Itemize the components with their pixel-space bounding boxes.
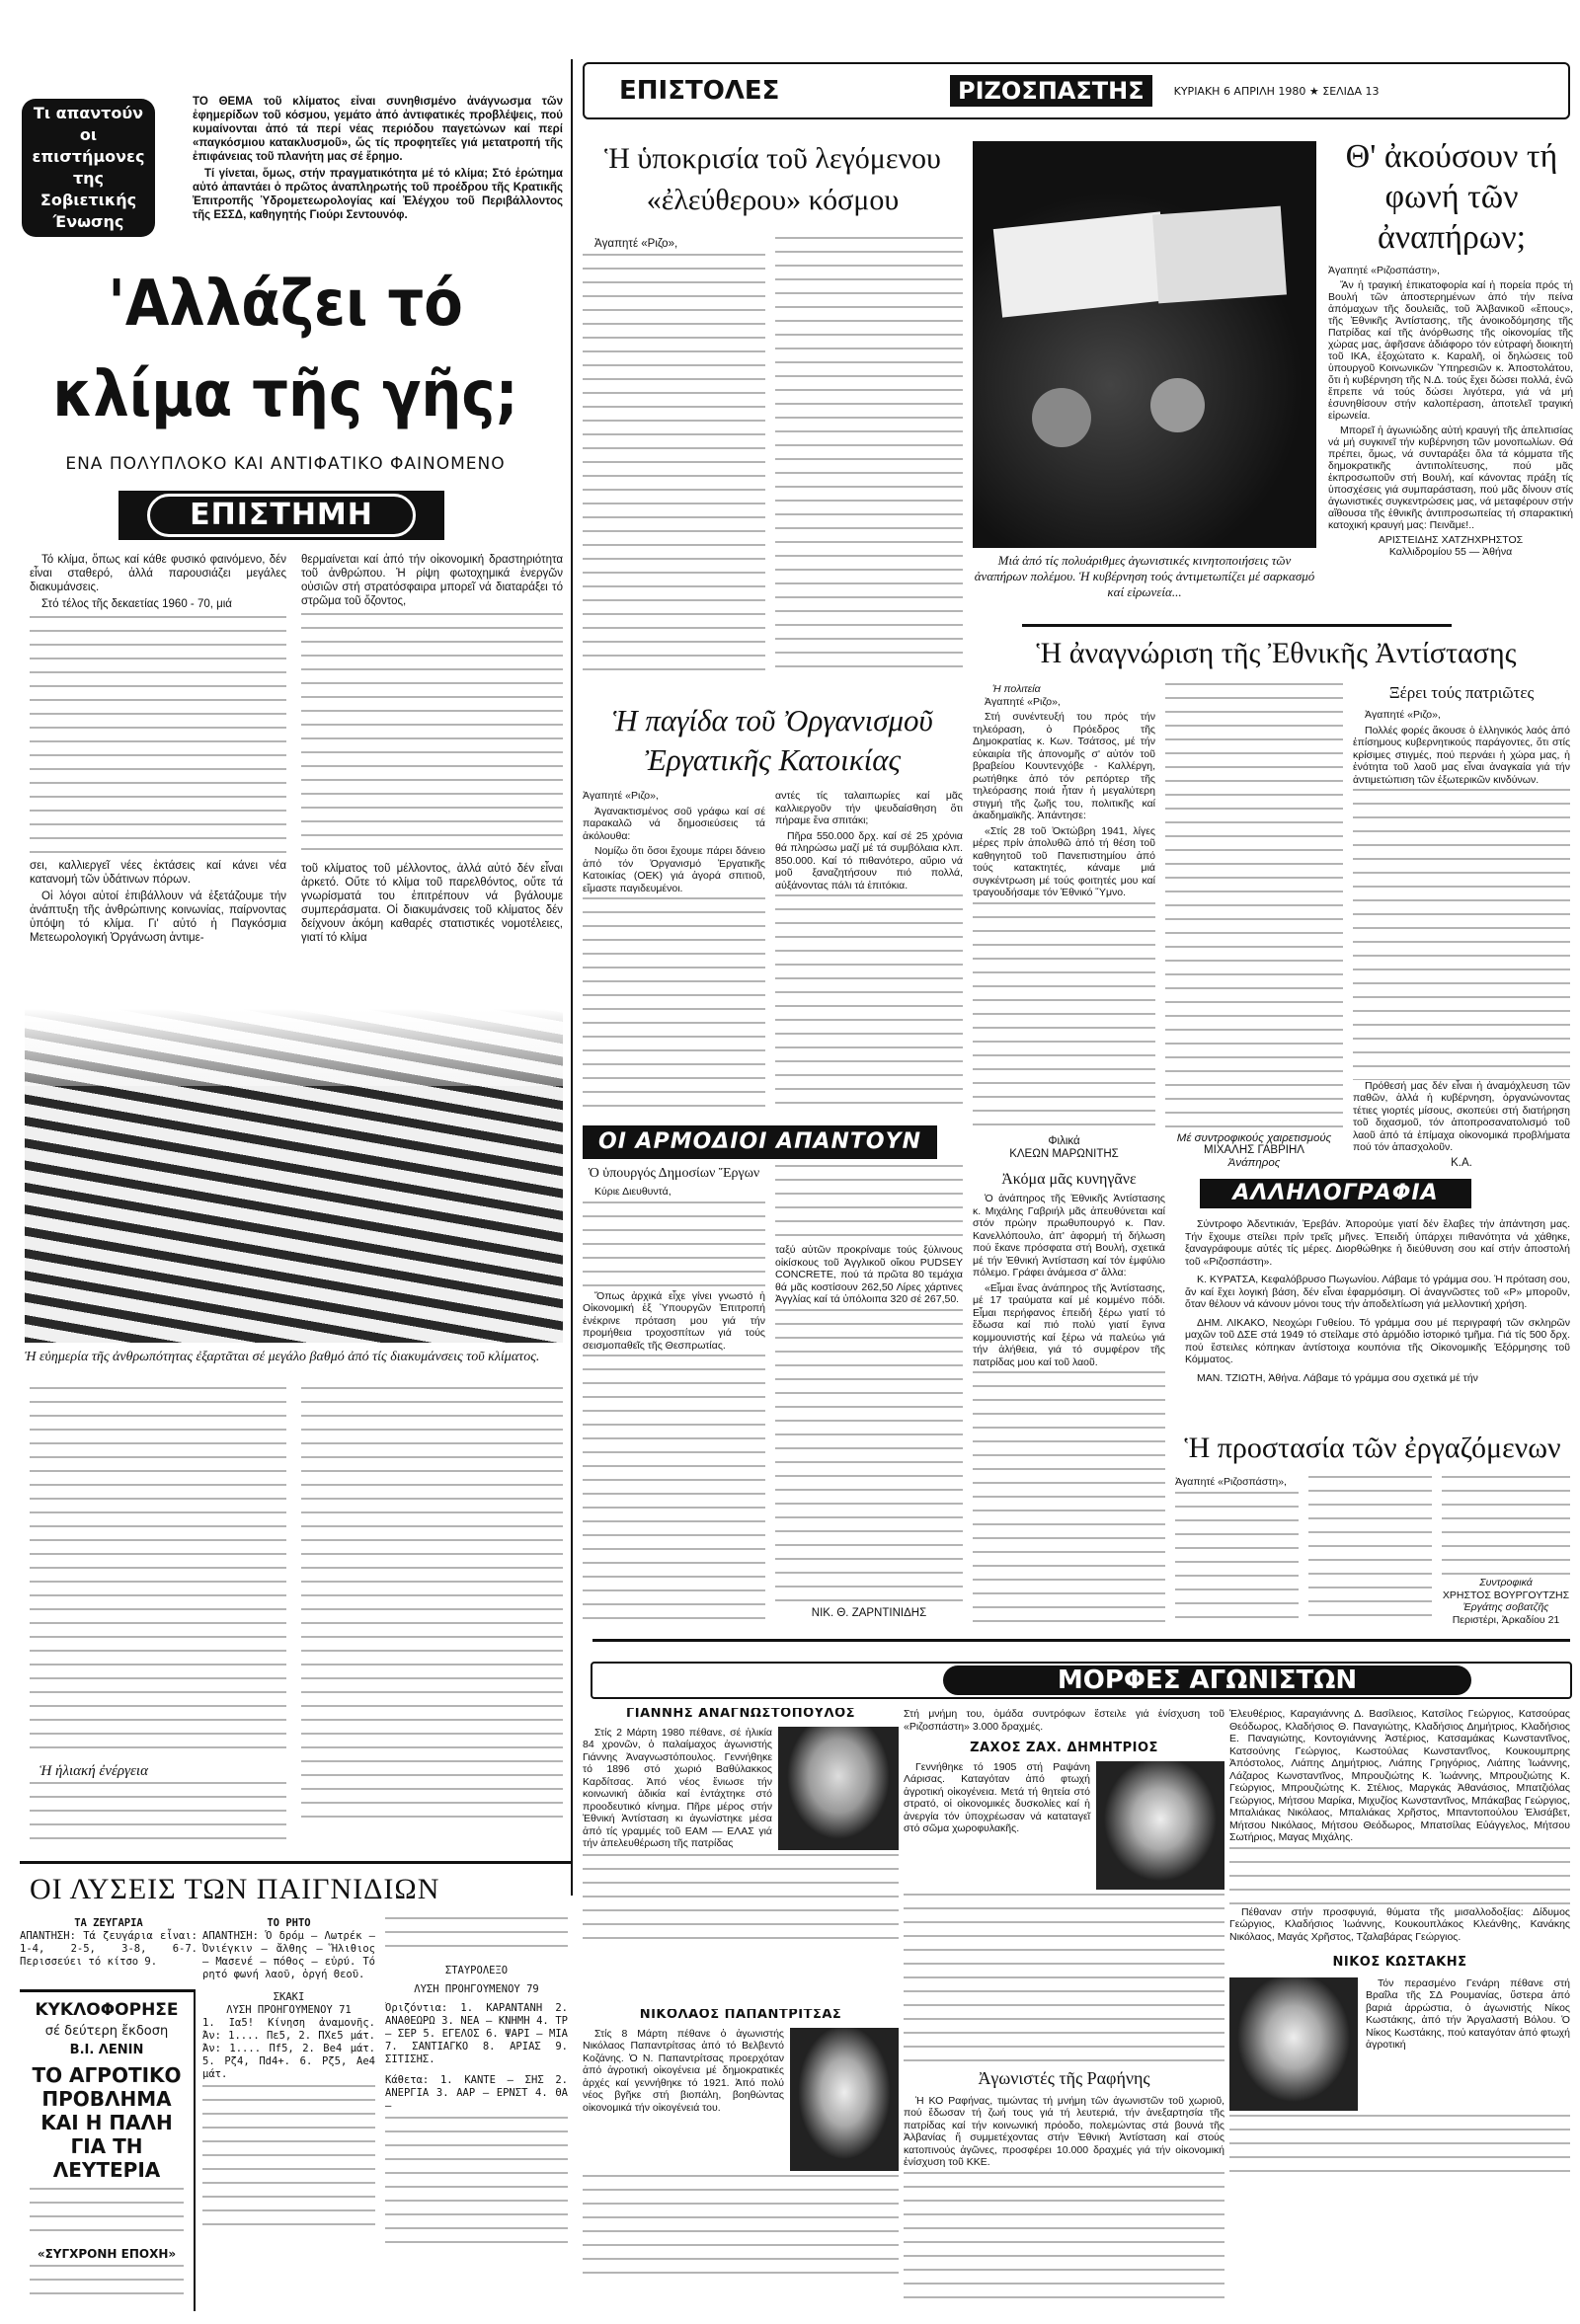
body-paragraph: Οἱ λόγοι αὐτοί ἐπιβάλλουν νά ἐξετάζουμε τήν ἀνάπτυξη τῆς ἀνθρώπινης κοινωνίας, παίρνοντας ὑπόψη τό κλίμα. Γι' αὐτό ἡ Παγκόσμια Μετεωρολογική Ὀργάνωση ἀντιμε-	[30, 891, 286, 944]
divider	[592, 1639, 1570, 1642]
protest-photo-caption: Μιά ἀπό τίς πολυάριθμες ἀγωνιστικές κινητοποιήσεις τῶν ἀναπήρων πολέμου. Ἡ κυβέρνηση τούς ἀντιμετωπίζει μέ σαρκασμό καί εἰρωνεία...	[974, 553, 1315, 599]
science-subtitle: ΕΝΑ ΠΟΛΥΠΛΟΚΟ ΚΑΙ ΑΝΤΙΦΑΤΙΚΟ ΦΑΙΝΟΜΕΝΟ	[65, 454, 506, 474]
masthead	[583, 62, 1570, 119]
ad-title: ΤΟ ΑΓΡΟΤΙΚΟ ΠΡΟΒΛΗΜΑ ΚΑΙ Η ΠΑΛΗ ΓΙΑ ΤΗ ΛΕΥΤΕΡΙΑ	[32, 2063, 182, 2182]
science-body-col1	[30, 553, 286, 948]
column-divider	[571, 59, 573, 1896]
signoff: Μέ συντροφικούς χαιρετισμούς	[1176, 1131, 1332, 1144]
housing-col2	[775, 790, 963, 1106]
text-filler	[775, 894, 963, 1106]
body-paragraph: Πολλές φορές ἄκουσε ὁ ἑλληνικός λαός ἀπό ἐπίσημους κυβερνητικούς παράγοντες, ὅτι στίς κρίσιμες στιγμές, πού περνάει ἡ χώρα μας, ἡ ἑνότητα τοῦ λαοῦ μας εἶναι ἀναγκαία γιά τήν ἀντιμετώπιση τῶν ἐξωτερικῶν κινδύνων.	[1353, 724, 1570, 786]
signature: ΝΙΚ. Θ. ΖΑΡΝΤΙΝΙΔΗΣ	[811, 1606, 927, 1619]
text-filler	[973, 902, 1155, 1136]
quote-title: ΤΟ ΡΗΤΟ	[267, 1917, 311, 1929]
names-list: Ἐλευθέριος, Καραγιάννης Δ. Βασίλειος, Κατσίλος Γεώργιος, Κατσούρας Θεόδωρος, Κλαδήσιος Θ. Παναγιώτης, Κλαδήσιος Δημήτριος, Κλαδήσιος Ε. Παναγιώτης, Κοντογιάννης Ἀστέριος, Κατσαμάκας Κωνσταντῖνος, Κατσούνης Γεώργιος, Κωστούλας Κωνσταντῖνος, Κουκουμπρης Ἀπόστολος, Λιάπης Δημήτριος, Λιάπης Γρηγόριος, Λιάπης Ἰωάννης, Λάζαρος Κωνσταντῖνος, Μπρουζιώτης Κ. Ἰωάννης, Μπρουζιώτης Κ. Γεώργιος, Μπρουζιώτης Κ. Στέλιος, Μαργκάς Ἀθανάσιος, Μπατζιόλας Γεώργιος, Μήτσου Μαρίκα, Μιχυζίος Κωνσταντῖνος, Μπάκαβας Γεώργιος, Μπαλιάκας Νικόλαος, Μπαλιάκας Χρῆστος, Μπαντοπούλου Ἐλισάβετ, Μήτσου Νικόλαος, Μήτσου Θεόδωρος, Μπατσίλας Εὐάγγελος, Μήτσου Σωτήριος, Μαγας Μιχάλης.	[1229, 1708, 1570, 1843]
ad-author: Β.Ι. ΛΕΝΙΝ	[69, 2043, 144, 2057]
resistance-col3	[1353, 683, 1570, 1169]
body-paragraph: Ὁ ἀνάπηρος τῆς Ἐθνικῆς Ἀντίστασης κ. Μιχάλης Γαβριήλ μᾶς ἀπευθύνεται καί στόν πρώην πρωθυπουργό κ. Παν. Κανελλόπουλο, ἀπ' ἀφορμή τή δήλωση πού ἔκανε πρόσφατα στή Βουλή, σχετικά μέ τήν Ἐθνική Ἀντίσταση καί τόν ἐμφύλιο πόλεμο. Γράφει ἀνάμεσα σ' ἄλλα:	[973, 1193, 1165, 1278]
ad-line: σέ δεύτερη ἔκδοση	[44, 2024, 169, 2039]
text-filler	[583, 254, 765, 681]
greeting: Κύριε Διευθυντά,	[594, 1186, 672, 1198]
profile-name: ΝΙΚΟΣ ΚΩΣΤΑΚΗΣ	[1332, 1955, 1467, 1970]
profiles-banner-frame	[591, 1662, 1572, 1699]
text-filler	[775, 1309, 963, 1607]
profile-name: ΝΙΚΟΛΑΟΣ ΠΑΠΑΝΤΡΙΤΣΑΣ	[639, 2009, 842, 2022]
body-paragraph: Ἀγανακτισμένος σοῦ γράφω καί σέ παρακαλῶ νά δημοσιεύσεις τά ἀκόλουθα:	[583, 805, 765, 842]
section-label-text: ΕΠΙΣΤΗΜΗ	[147, 494, 416, 537]
hypocrisy-body-col2	[775, 237, 963, 671]
chess-sub: ΛΥΣΗ ΠΡΟΗΓΟΥΜΕΝΟΥ 71	[226, 2004, 352, 2016]
text-filler	[1165, 683, 1343, 1132]
body-paragraph: Πρόθεσή μας δέν εἶναι ἡ ἀναμόχλευση τῶν παθῶν, ἀλλά ἡ κυβέρνηση, ὀργανώνοντας τέτιες γιορτές μίσους, σκοπεύει στή διατήρηση τοῦ διχασμοῦ, τόν ἀποπροσανατολισμό τοῦ λαοῦ ἀπό τά ἐπίμαχα οἰκονομικά προβλήματα πού τόν ἀπασχολοῦν.	[1353, 1079, 1570, 1153]
subhead: Ξέρει τούς πατριῶτες	[1388, 683, 1535, 702]
resistance-col2	[1165, 683, 1343, 1169]
text-filler	[583, 897, 765, 1116]
body-paragraph: «Στίς 28 τοῦ Ὀκτώβρη 1941, λίγες μέρες πρίν ἀπολυθῶ ἀπό τή θέση τοῦ καθηγητοῦ τοῦ Πανεπιστημίου ἀπό τούς κατακτητές, κάναμε μιά συγκέντρωση μέ τούς φοιτητές μου καί τραγουδήσαμε τόν Ἐθνικό Ὕμνο.	[973, 824, 1155, 898]
text-filler	[583, 2175, 899, 2284]
signer-role: Ἐργάτης σοβατζῆς	[1462, 1601, 1549, 1613]
workers-col1	[1175, 1476, 1299, 1626]
body-paragraph: Στή μνήμη του, ὁμάδα συντρόφων ἔστειλε γιά ἐνίσχυση τοῦ «Ριζοσπάστη» 3.000 δραχμές.	[904, 1708, 1224, 1733]
profile-anagnostopoulos	[583, 1708, 899, 1999]
body-paragraph: ταξύ αὐτῶν προκρίναμε τούς ξύλινους οἰκίσκους τοῦ Ἀγγλικοῦ οἴκου PUDSEY CONCRETE, πού τά πρῶτα 80 τεμάχια θά μᾶς κοστίσουν 262,50 Λίρες χάρτινες Ἀγγλίας καί τά ὑπόλοιπα 320 σέ 267,50.	[775, 1244, 963, 1305]
hypocrisy-headline: Ἡ ὑποκρισία τοῦ λεγόμενου «ἐλεύθερου» κόσμου	[604, 142, 941, 216]
greeting: Ἀγαπητέ «Ριζοσπάστη»,	[1328, 265, 1440, 276]
title-line: κλίμα τῆς γῆς;	[52, 358, 518, 431]
text-filler	[1175, 1492, 1299, 1627]
text-filler	[583, 1201, 765, 1290]
field-photo	[25, 958, 563, 1343]
greeting: Ἀγαπητέ «Ριζοσπάστη»,	[1175, 1476, 1287, 1488]
games-pairs	[20, 1917, 198, 1969]
text-filler	[385, 2117, 568, 2245]
text-filler	[973, 1371, 1165, 1629]
chased-article	[973, 1170, 1165, 1629]
hypocrisy-body-col1	[583, 237, 765, 681]
subhead: Ὁ ὑπουργός Δημοσίων Ἔργων	[588, 1166, 760, 1181]
divider	[20, 1861, 571, 1864]
body-paragraph: Ἡ ΚΟ Ραφήνας, τιμώντας τή μνήμη τῶν ἀγωνιστῶν τοῦ χωριοῦ, πού ἔδωσαν τή ζωή τους γιά τή λευτεριά, τήν ἀνεξαρτησία τῆς πατρίδας καί τήν κοινωνική πρόοδο, πολεμώντας στά βουνά τῆς Ἀλβανίας ἤ συμμετέχοντας στήν Ἐθνική Ἀντίσταση καί στούς κατοπινούς ἀγῶνες, προσφέρει 10.000 δραχμές γιά τήν οἰκονομική ἐνίσχυση τοῦ ΚΚΕ.	[904, 2094, 1224, 2168]
text-filler	[904, 1894, 1224, 2061]
ad-box	[20, 1989, 196, 2311]
mail-item: ΔΗΜ. ΛΙΚΑΚΟ, Νεοχώρι Γυθείου. Τό γράμμα σου μέ περιγραφή τῶν σκληρῶν μαχῶν τοῦ ΔΣΕ στά 1949 τό στείλαμε στό ἁρμόδιο ἱστορικό τμῆμα. Γιά τίς 500 δρχ. πού ἔστειλες κόπηκαν ἀντίστοιχα κουπόνια τῆς Οἰκονομικῆς Ἐξόρμησης τοῦ Κόμματος.	[1185, 1316, 1570, 1365]
field-photo-caption: Ἡ εὐημερία τῆς ἀνθρωπότητας ἐξαρτᾶται σέ μεγάλο βαθμό ἀπό τίς διακυμάνσεις τοῦ κλίματος.	[25, 1350, 540, 1364]
text-filler	[1229, 1847, 1570, 1906]
science-body-col2	[301, 553, 563, 948]
portrait-photo	[790, 2028, 899, 2171]
officials-banner: ΟΙ ΑΡΜΟΔΙΟΙ ΑΠΑΝΤΟΥΝ	[583, 1125, 937, 1159]
address: Καλλιδρομίου 55 — Ἀθήνα	[1388, 546, 1513, 558]
text-filler	[30, 1782, 286, 1851]
crossword-sub: ΛΥΣΗ ΠΡΟΗΓΟΥΜΕΝΟΥ 79	[414, 1983, 539, 1995]
science-title	[29, 259, 542, 440]
subhead-solar: Ἡ ἡλιακή ἐνέργεια	[40, 1763, 148, 1779]
chess-moves: 1. Ια5! Κίνηση ἀναμονῆς. Ἄν: 1.... Πε5, 2. ΠΧε5 μάτ. Ἄν: 1.... Πf5, 2. Βe4 μάτ. 5. Ρζ4, Πd4+. 6. Ρζ5, Αe4 μάτ.	[202, 2017, 375, 2080]
greeting: Ἀγαπητέ «Ριζο»,	[583, 790, 659, 802]
crossword-title: ΣΤΑΥΡΟΛΕΞΟ	[444, 1965, 509, 1976]
text-filler	[1442, 1476, 1570, 1577]
title-line: 'Αλλάζει τό	[108, 268, 463, 341]
protest-photo	[973, 141, 1316, 548]
quote-answer: ΑΠΑΝΤΗΣΗ: Ὁ δρόμ — Λωτρέκ — Ὀνιέγκιν — ἄλθης — Ἥλιθιος — Μασενέ — πόθος — εὐρύ. Τό ρητό φωνή λαοῦ, ὀργή Θεοῦ.	[202, 1930, 375, 1980]
science-kicker-box	[22, 99, 155, 237]
pairs-title: ΤΑ ΖΕΥΓΑΡΙΑ	[74, 1917, 143, 1929]
body-paragraph: Στίς 8 Μάρτη πέθανε ὁ ἀγωνιστής Νικόλαος Παπαντρίτσας ἀπό τό Βελβεντό Κοζάνης. Ὁ Ν. Παπαντρίτσας προερχόταν ἀπό ἀγροτική οἰκογένεια μέ δημοκρατικές ἀρχές καί γεννήθηκε τό 1921. Ἀπό πολύ νέος βγῆκε στή βιοπάλη, βοηθώντας οἰκονομικά τήν οἰκογένειά του.	[583, 2027, 784, 2114]
section-name: ΕΠΙΣΤΟΛΕΣ	[619, 76, 780, 106]
mail-banner: ΑΛΛΗΛΟΓΡΑΦΙΑ	[1200, 1179, 1471, 1208]
intro-paragraph: Τί γίνεται, ὅμως, στήν πραγματικότητα μέ τό κλίμα; Στό ἐρώτημα αὐτό ἀπαντάει ὁ πρῶτος ἀναπληρωτής τοῦ προέδρου τῆς Κρατικῆς Ἐπιτροπῆς Ὑδρομετεωρολογίας καί Ἐλέγχου τοῦ Περιβάλλοντος τῆς ΕΣΣΔ, καθηγητής Γιούρι Σεντουνόφ.	[193, 168, 563, 221]
body-paragraph: Ἄν ἡ τραγική ἐπικατοφορία καί ἡ πορεία πρός τή Βουλή τῶν ἀποστερημένων ἀπό τήν πείνα ἀπόμαχων τῆς δουλειᾶς, τοῦ Ἀλβανικοῦ «ἔπους», τῆς Ἐθνικῆς Ἀντίστασης, τῆς ἀνοικοδόμησης τῆς Πατρίδας καί τῆς ἀνόρθωσης τῆς οἰκονομίας τῆς χώρας μας, ἀφῆσανε ἀδιάφορο τόν εὐτραφή διοικητή τοῦ ΙΚΑ, ἐξοχώτατο κ. Καραλῆ, οἱ δηλώσεις τοῦ ὑπουργοῦ Κοινωνικῶν Ὑπηρεσιῶν κ. Ἀποστολάτου, ὅτι ἡ κυβέρνηση τῆς Ν.Δ. τούς ἔχει δώσει πολλά, ἐνῶ ἔπρεπε νά τούς δώσει λιγότερα, γιά νά μή ἐσυνηθίσουν στήν καλοπέραση, ἀποτελεῖ τραγική εἰρωνεία.	[1328, 279, 1573, 422]
science-body-lower-col1	[30, 1387, 286, 1851]
resistance-headline: Ἡ ἀναγνώριση τῆς Ἐθνικῆς Ἀντίστασης	[1036, 637, 1517, 669]
portrait-photo	[1096, 1761, 1224, 1890]
games-crossword	[385, 1917, 568, 2245]
mail-list	[1185, 1218, 1570, 1387]
profile-names-list	[1229, 1708, 1570, 2174]
chased-headline: Ἀκόμα μᾶς κυνηγᾶνε	[1001, 1171, 1137, 1188]
body-paragraph: αντές τίς ταλαιπωρίες καί μᾶς καλλιεργοῦν τήν ψευδαίσθηση ὅτι πήραμε ἕνα σπιτάκι;	[775, 790, 963, 826]
disabled-headline: Θ' ἀκούσουν τή φωνή τῶν ἀναπήρων;	[1345, 138, 1558, 256]
profiles-banner: ΜΟΡΦΕΣ ΑΓΩΝΙΣΤΩΝ	[943, 1666, 1471, 1695]
profile-zachos	[904, 1708, 1224, 2300]
workers-col2	[1308, 1476, 1432, 1624]
signer-role: Ἀνάπηρος	[1227, 1156, 1281, 1169]
body-paragraph: Πῆρα 550.000 δρχ. καί σέ 25 χρόνια θά πληρώσω μαζί μέ τά συμβόλαια κλπ. 850.000. Καί τό πιθανότερο, αὔριο νά μοῦ ξαναζητήσουν πιό πολλά, αὐξάνοντας πάλι τά ἐπιτόκια.	[775, 829, 963, 891]
intro-paragraph: ΤΟ ΘΕΜΑ τοῦ κλίματος εἶναι συνηθισμένο ἀνάγνωσμα τῶν ἐφημερίδων τοῦ κόσμου, γεμάτο ἀπό ἀντιφατικές προβλέψεις, πού κυμαίνονται ἀπό τά περί νέας περιόδου παγετώνων καί περί «παγκόσμιου κατακλυσμοῦ», ὥς τίς προφητεῖες γιά μετατροπή τῆς ἐπιφάνειας τοῦ πλανήτη μας σέ ἔρημο.	[193, 96, 563, 163]
body-paragraph: Τό κλίμα, ὅπως καί κάθε φυσικό φαινόμενο, δέν εἶναι σταθερό, ἀλλά παρουσιάζει μεγάλες διακυμάνσεις.	[30, 554, 286, 593]
portrait-photo	[778, 1727, 899, 1850]
signature: ΜΙΧΑΛΗΣ ΓΑΒΡΙΗΛ	[1204, 1144, 1304, 1156]
body-paragraph: σει, καλλιεργεῖ νέες ἐκτάσεις καί κάνει νέα κατανομή τῶν ὑδάτινων πόρων.	[30, 860, 286, 886]
body-paragraph: Γεννήθηκε τό 1905 στή Ραψάνη Λάρισας. Καταγόταν ἀπό φτωχή ἀγροτική οἰκογένεια. Μετά τή θητεία στό στρατό, οἱ οἰκονομικές δυσκολίες καί ἡ ἀνεργία τόν ὑποχρέωσαν νά καταταγεῖ στό σῶμα χωροφυλακῆς.	[904, 1760, 1090, 1834]
address: Περιστέρι, Ἀρκαδίου 21	[1452, 1613, 1560, 1626]
ad-publisher: «ΣΥΓΧΡΟΝΗ ΕΠΟΧΗ»	[37, 2247, 177, 2261]
pairs-answer: ΑΠΑΝΤΗΣΗ: Τά ζευγάρια εἶναι: 1-4, 2-5, 3-8, 6-7. Περισσεύει τό κίτσο 9.	[20, 1930, 198, 1968]
profile-papantritsas	[583, 2009, 899, 2284]
body-paragraph: Μπορεῖ ἡ ἀγωνιώδης αὐτή κραυγή τῆς ἀπελπισίας νά μή συγκινεῖ τήν κυβέρνηση τῶν μονοπωλίων. Θά πρέπει, ὅμως, νά συνταράξει ὅλα τά κόμματα τῆς δημοκρατικῆς ἀντιπολίτευσης, πού μᾶς ἐκπροσωποῦν στή Βουλή, καί κάνοντας πράξη τίς ὑποσχέσεις γιά συμπαράσταση, πού μᾶς δίνουν στίς ἀγωνιστικές συγκεντρώσεις μας, νά μεταφέρουν στήν αἴθουσα τῆς ἐθνικῆς ἀντιπροσωπείας τή σπαρακτική κατοχική κραυγή μας: Πεινᾶμε!..	[1328, 425, 1573, 531]
resistance-col1	[973, 683, 1155, 1160]
text-filler	[1229, 2115, 1570, 2174]
science-body-lower-col2	[301, 1387, 563, 1821]
text-filler	[775, 1165, 963, 1244]
portrait-photo	[1229, 1977, 1358, 2111]
body-paragraph: Στή συνέντευξή του πρός τήν τηλεόραση, ὁ Πρόεδρος τῆς Δημοκρατίας κ. Κων. Τσάτσος, μέ τήν εὐκαιρία τῆς ἀπονομῆς σ' αὐτόν τοῦ βραβείου Κουντενχόβε - Καλλέργη, ρωτήθηκε ἀπό τόν ρεπόρτερ τῆς τηλεόρασης ποιά ἦταν ἡ μεγαλύτερη στιγμή τῆς ζωῆς του, πολιτικῆς καί ἀκαδημαϊκῆς. Ἀπάντησε:	[973, 711, 1155, 821]
section-label-science	[118, 491, 444, 540]
science-intro	[193, 95, 563, 225]
greeting: Ἀγαπητέ «Ριζο»,	[985, 695, 1061, 708]
officials-col1	[583, 1165, 765, 1619]
signoff: Συντροφικά	[1479, 1577, 1533, 1588]
text-filler	[30, 616, 286, 857]
text-filler	[30, 2265, 184, 2294]
signature: ΑΡΙΣΤΕΙΔΗΣ ΧΑΤΖΗΧΡΗΣΤΟΣ	[1378, 534, 1524, 546]
science-kicker: Τι απαντούν οι επιστήμονες της Σοβιετικής Ένωσης	[32, 104, 145, 231]
housing-headline: Ἡ παγίδα τοῦ Ὀργανισμοῦ Ἐργατικῆς Κατοικίας	[612, 703, 933, 777]
body-paragraph: Στό τέλος τῆς δεκαετίας 1960 - 70, μιά	[41, 598, 232, 610]
subhead: Ἡ πολιτεία	[992, 683, 1041, 695]
newspaper-logo: ΡΙΖΟΣΠΑΣΤΗΣ	[950, 75, 1152, 107]
body-paragraph: «Εἶμαι ἕνας ἀνάπηρος τῆς Ἀντίστασης, μέ 17 τραύματα καί μέ κομμένο πόδι. Εἶμαι περήφανος ἐπειδή ξέρω γιατί τό ἔδωσα καί πιό πολύ γιατί ἔγινα κομμουνιστής καί ξέρω νά παλεύω γιά τήν ἀλήθεια, γιά τό συμφέρον τῆς πατρίδας μου καί τοῦ λαοῦ.	[973, 1281, 1165, 1368]
body-paragraph: Νομίζω ὅτι ὅσοι ἔχουμε πάρει δάνειο ἀπό τόν Ὀργανισμό Ἐργατικῆς Κατοικίας (ΟΕΚ) γιά ἀγορά σπιτιοῦ, εἴμαστε παγιδευμένοι.	[583, 845, 765, 894]
games-quote-chess	[202, 1917, 375, 2233]
mail-item: Κ. ΚΥΡΑΤΣΑ, Κεφαλόβρυσο Πωγωνίου. Λάβαμε τό γράμμα σου. Ἡ πρόταση σου, ἄν καί ἔχει λογική βάση, δέν εἶναι ἐφαρμόσιμη. Οἱ ἀναγνῶστες τοῦ «Ρ» μποροῦν, ὅταν θέλουν νά κάνουν μόνοι τους τήν ἀποδελτίωση γιά μελλοντική χρήση.	[1185, 1274, 1570, 1310]
text-filler	[202, 2085, 375, 2233]
officials-col2	[775, 1165, 963, 1619]
greeting: Ἀγαπητέ «Ριζο»,	[594, 238, 678, 250]
issue-date: ΚΥΡΙΑΚΗ 6 ΑΠΡΙΛΗ 1980 ★ ΣΕΛΙΔΑ 13	[1173, 84, 1380, 98]
text-filler	[301, 613, 563, 860]
ad-line: ΚΥΚΛΟΦΟΡΗΣΕ	[35, 2000, 179, 2020]
body-paragraph: Ὅπως ἀρχικά εἶχε γίνει γνωστό ἡ Οἰκονομική ἐξ Ὑπουργῶν Ἐπιτροπή ἐνέκρινε πρόταση μου γιά τήν προμήθεια τροχοσπίτων γιά τούς σεισμοπαθεῖς τῆς Θεσπρωτίας.	[583, 1289, 765, 1352]
greeting: Ἀγαπητέ «Ριζο»,	[1365, 709, 1441, 721]
mail-item: Σύντροφο Ἀδεντικιάν, Ἐρεβάν. Ἀπορούμε γιατί δέν ἔλαβες τήν ἀπάντηση μας. Τήν ἔχουμε στείλει πρίν τρεῖς μῆνες. Ἐπειδή ὑπάρχει πιθανότητα νά χάθηκε, ξαναγράφουμε αὐτές τίς μέρες. Διορθώθηκε ἡ διεύθυνση σου καί στήν ἀποστολή τοῦ «Ριζοσπάστη».	[1185, 1218, 1570, 1268]
text-filler	[1353, 789, 1570, 1080]
disabled-body	[1328, 265, 1573, 558]
signature: Κ.Α.	[1451, 1156, 1472, 1169]
housing-col1	[583, 790, 765, 1116]
chess-title: ΣΚΑΚΙ	[273, 1991, 305, 2003]
text-filler	[583, 1854, 899, 1943]
workers-col3	[1442, 1476, 1570, 1626]
mail-item: ΜΑΝ. ΤΖΙΩΤΗ, Ἀθήνα. Λάβαμε τό γράμμα σου σχετικά μέ τήν	[1197, 1371, 1478, 1384]
workers-headline: Ἡ προστασία τῶν ἐργαζόμενων	[1184, 1432, 1561, 1464]
text-filler	[385, 1917, 568, 1957]
text-filler	[30, 1387, 286, 1756]
divider	[1022, 624, 1452, 627]
signature: ΧΡΗΣΤΟΣ ΒΟΥΡΓΟΥΤΖΗΣ	[1442, 1588, 1570, 1601]
text-filler	[30, 2188, 184, 2243]
signoff: Φιλικά	[1048, 1135, 1080, 1147]
rafina-title: Ἀγωνιστές τῆς Ραφήνης	[978, 2067, 1150, 2088]
body-paragraph: τοῦ κλίματος τοῦ μέλλοντος, ἀλλά αὐτό δέν εἶναι ἀρκετό. Οὔτε τό κλίμα τοῦ παρελθόντος, οὔτε τά γνωρίσματά του ἐπιτρέπουν νά βγάλουμε συμπεράσματα. Οἱ διακυμάνσεις τοῦ κλίματος δέν δείχνουν ἀκόμη καθαρές στατιστικές νομοτέλειες, γιατί τό κλίμα	[301, 863, 563, 944]
text-filler	[904, 2172, 1224, 2300]
text-filler	[583, 1355, 765, 1619]
profile-name: ΖΑΧΟΣ ΖΑΧ. ΔΗΜΗΤΡΙΟΣ	[970, 1741, 1158, 1755]
crossword-horizontal: Ὁριζόντια: 1. ΚΑΡΑΝΤΑΝΗ 2. ΑΝΑΘΕΩΡΩ 3. ΝΕΑ — ΚΝΗΜΗ 4. ΤΡ — ΣΕΡ 5. ΕΓΕΛΟΣ 6. ΨΑΡΙ — ΜΙΑ 7. ΣΑΝΤΙΑΓΚΟ 8. ΑΡΙΑΣ 9. ΣΙΤΙΣΗΣ.	[385, 2002, 568, 2065]
body-paragraph: Τόν περασμένο Γενάρη πέθανε στή Βραΐλα τῆς ΣΔ Ρουμανίας, ὕστερα ἀπό βαριά ἀρρώστια, ὁ ἀγωνιστής Νίκος Κωστάκης, ἀπό τήν Ἀργαλαστή Βόλου. Ὁ Νίκος Κωστάκης, πού καταγόταν ἀπό φτωχή ἀγροτική	[1366, 1976, 1570, 2051]
crossword-vertical: Κάθετα: 1. ΚΑΝΤΕ — ΣΗΣ 2. ΑΝΕΡΓΙΑ 3. ΑΑΡ — ΕΡΝΣΤ 4. ΘΑ —	[385, 2074, 568, 2112]
games-title: ΟΙ ΛΥΣΕΙΣ ΤΩΝ ΠΑΙΓΝΙΔΙΩΝ	[30, 1873, 440, 1905]
profile-name: ΓΙΑΝΝΗΣ ΑΝΑΓΝΩΣΤΟΠΟΥΛΟΣ	[625, 1708, 856, 1721]
exile-list: Πέθαναν στήν προσφυγιά, θύματα τῆς μισαλλοδοξίας: Δίδυμος Γεώργιος, Κλαδήσιος Ἰωάννης, Κουκουπλάκος Κλεάνθης, Κανάκης Νικόλαος, Μαγάς Χρῆστος, Τζαλαβάρας Γεώργιος.	[1229, 1905, 1570, 1943]
body-paragraph: Στίς 2 Μάρτη 1980 πέθανε, σέ ἡλικία 84 χρονῶν, ὁ παλαίμαχος ἀγωνιστής Γιάννης Ἀναγνωστόπουλος. Γεννήθηκε τό 1896 στό χωριό Βαθύλακκος Καρδίτσας. Ἀπό νέος ἔνιωσε τήν κοινωνική ἀδικία καί ἐντάχτηκε στό προοδευτικό κίνημα. Πῆρε μέρος στήν Ἐθνική Ἀντίσταση κι ἀγωνίστηκε μέσα ἀπό τίς γραμμές τοῦ ΕΑΜ — ΕΛΑΣ γιά τήν ἀπελευθέρωση τῆς πατρίδας	[583, 1726, 772, 1849]
body-paragraph: θερμαίνεται καί ἀπό τήν οἰκονομική δραστηριότητα τοῦ ἀνθρώπου. Ἡ ρίψη φωτοχημικά ἐνεργῶν οὐσιῶν στή στρατόσφαιρα μπορεῖ νά διαταράξει τό στρῶμα τοῦ ὄζοντος,	[301, 554, 563, 607]
signature: ΚΛΕΩΝ ΜΑΡΩΝΙΤΗΣ	[1009, 1147, 1119, 1160]
